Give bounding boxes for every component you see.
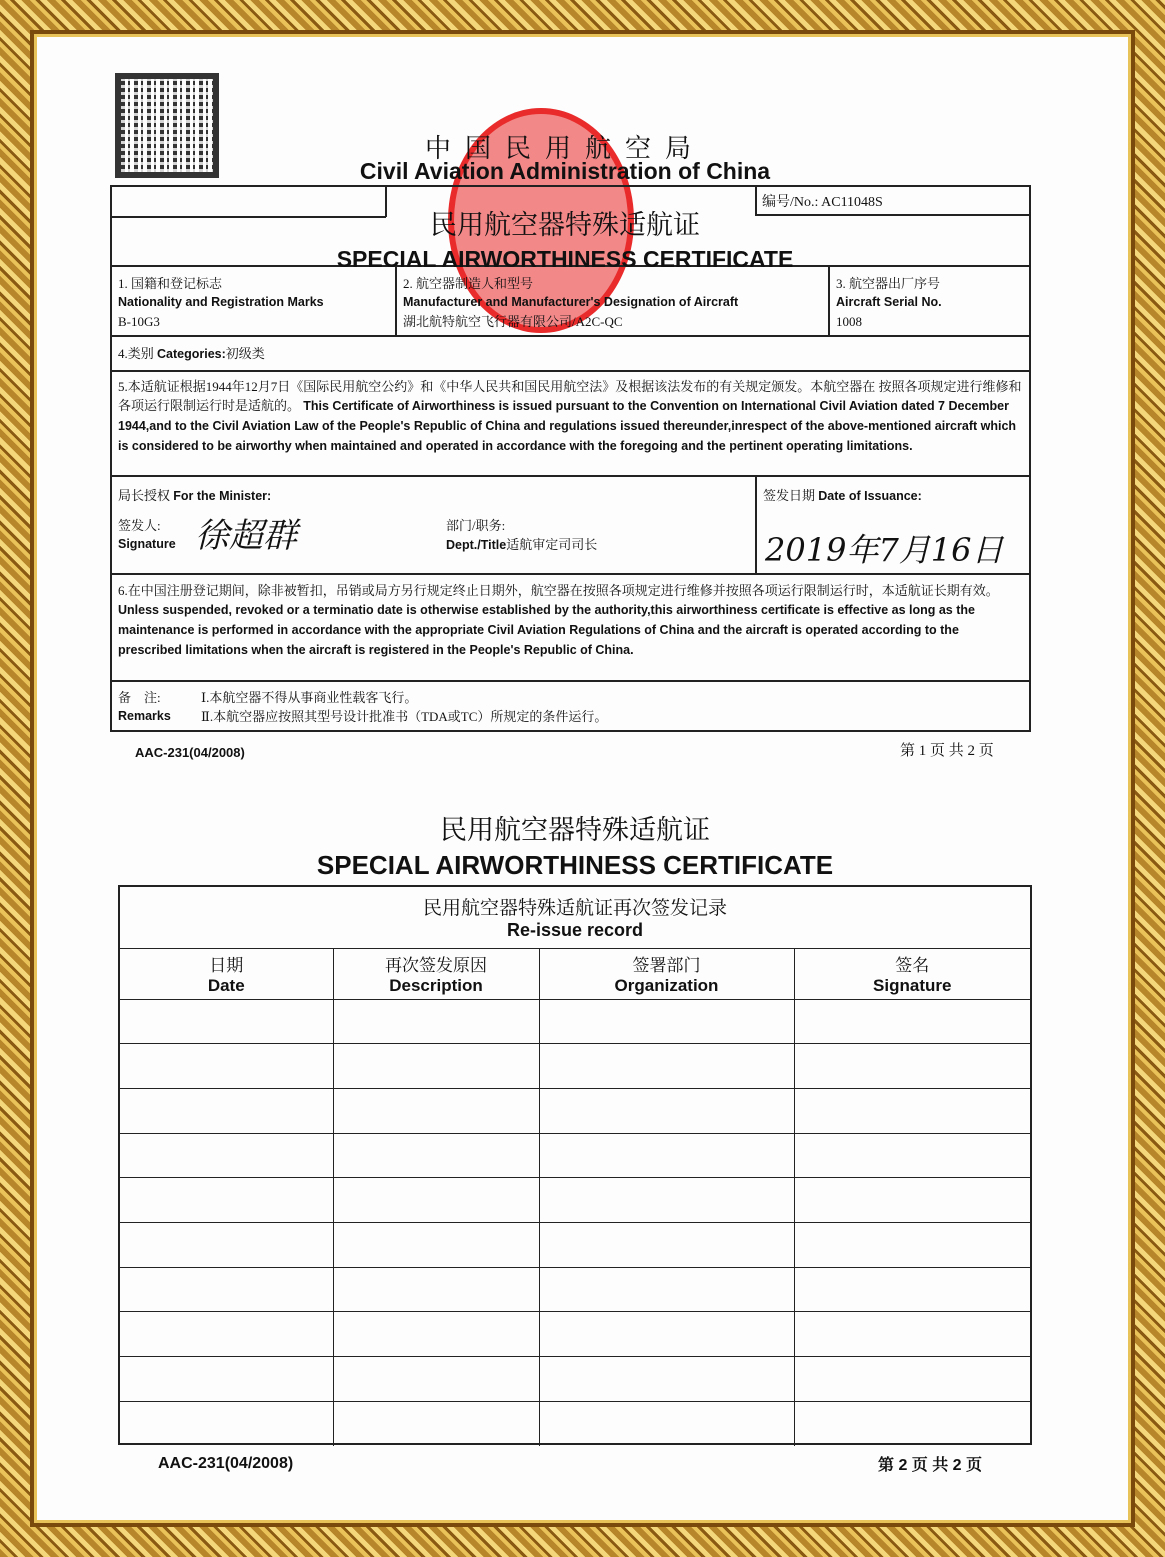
- table-row: [120, 999, 1030, 1044]
- remarks-text: Ⅰ.本航空器不得从事商业性载客飞行。 Ⅱ.本航空器应按照其型号设计批准书（TDA或TC）所规定的条件运行。: [201, 690, 608, 724]
- table-row: [120, 1222, 1030, 1267]
- table-cell: [333, 999, 539, 1044]
- for-the-minister: 局长授权 For the Minister:: [118, 488, 272, 503]
- table-cell: [120, 1088, 333, 1133]
- table-row: [120, 1267, 1030, 1312]
- table-cell: [794, 1133, 1030, 1178]
- table-row: [120, 1044, 1030, 1089]
- page-number-1: 第 1 页 共 2 页: [900, 743, 994, 759]
- table-cell: [794, 1312, 1030, 1357]
- form-code-page2: AAC-231(04/2008): [158, 1455, 294, 1472]
- certificate-number-value: AC11048S: [821, 195, 883, 210]
- table-cell: [539, 1222, 794, 1267]
- field-manufacturer: 2. 航空器制造人和型号 Manufacturer and Manufacturer's Designation of Aircraft 湖北航特航空飞行器有限公司/A2C-QC: [403, 276, 739, 329]
- table-cell: [794, 999, 1030, 1044]
- certificate-title-en: SPECIAL AIRWORTHINESS CERTIFICATE: [336, 246, 794, 272]
- table-cell: [539, 1044, 794, 1089]
- table-cell: [539, 1312, 794, 1357]
- table-cell: [333, 1088, 539, 1133]
- table-cell: [120, 1312, 333, 1357]
- table-cell: [794, 1044, 1030, 1089]
- table-cell: [120, 999, 333, 1044]
- form-code-page1: AAC-231(04/2008): [135, 745, 245, 760]
- column-header-date: 日期 Date: [120, 949, 333, 999]
- table-cell: [333, 1267, 539, 1312]
- dept-title: 部门/职务: Dept./Title适航审定司司长: [446, 518, 598, 552]
- table-row: [120, 1178, 1030, 1223]
- field-category: 4.类别 Categories:初级类: [118, 346, 265, 361]
- field-nationality: 1. 国籍和登记标志 Nationality and Registration Marks B-10G3: [118, 276, 324, 329]
- table-cell: [333, 1312, 539, 1357]
- table-cell: [539, 1088, 794, 1133]
- field-serial: 3. 航空器出厂序号 Aircraft Serial No. 1008: [836, 276, 942, 329]
- table-cell: [794, 1088, 1030, 1133]
- certificate-number: 编号/No.: AC11048S: [762, 195, 883, 210]
- table-cell: [120, 1178, 333, 1223]
- qr-code: [115, 73, 219, 178]
- table-row: [120, 1088, 1030, 1133]
- page2-title-cn: 民用航空器特殊适航证: [440, 815, 710, 845]
- table-cell: [120, 1401, 333, 1446]
- table-cell: [539, 1357, 794, 1402]
- table-cell: [539, 1267, 794, 1312]
- table-cell: [333, 1222, 539, 1267]
- table-cell: [120, 1222, 333, 1267]
- table-cell: [120, 1133, 333, 1178]
- table-cell: [120, 1357, 333, 1402]
- table-cell: [333, 1178, 539, 1223]
- column-header-description: 再次签发原因 Description: [333, 949, 539, 999]
- table-cell: [539, 999, 794, 1044]
- authority-name-en: Civil Aviation Administration of China: [359, 158, 771, 184]
- reissue-record-header: 民用航空器特殊适航证再次签发记录 Re-issue record: [120, 887, 1030, 949]
- column-header-signature: 签名 Signature: [794, 949, 1030, 999]
- clause-6: 6.在中国注册登记期间，除非被暂扣，吊销或局方另行规定终止日期外，航空器在按照各项规定进行维修并按照各项运行限制运行时，本适航证长期有效。 Unless suspended, revoked or a terminatio date is otherwise established by the authority,this airworthiness certificate is effective as long as the maintenance is performed in accordance with the appropriate Civil Aviation Regulations of China and the aircraft is operated according to the prescribed limitations when the aircraft is registered in the People's Republic of China.: [118, 583, 999, 657]
- signature-label: 签发人: Signature: [118, 518, 176, 551]
- table-cell: [539, 1178, 794, 1223]
- table-cell: [794, 1401, 1030, 1446]
- page2-title-en: SPECIAL AIRWORTHINESS CERTIFICATE: [316, 850, 834, 880]
- handwritten-signature: 徐超群: [195, 516, 297, 556]
- table-cell: [333, 1357, 539, 1402]
- table-row: [120, 1357, 1030, 1402]
- table-cell: [794, 1222, 1030, 1267]
- table-cell: [333, 1401, 539, 1446]
- column-header-organization: 签署部门 Organization: [539, 949, 794, 999]
- table-row: [120, 1133, 1030, 1178]
- date-of-issuance-label: 签发日期 Date of Issuance:: [763, 488, 922, 503]
- certificate-title-cn: 民用航空器特殊适航证: [430, 210, 700, 240]
- table-cell: [120, 1044, 333, 1089]
- table-cell: [333, 1044, 539, 1089]
- page-number-2: 第 2 页 共 2 页: [878, 1457, 983, 1474]
- table-row: [120, 1312, 1030, 1357]
- remarks-label: 备 注: Remarks: [118, 690, 171, 723]
- table-cell: [120, 1267, 333, 1312]
- reissue-record-table: [118, 885, 1032, 1445]
- table-cell: [794, 1267, 1030, 1312]
- table-cell: [333, 1133, 539, 1178]
- table-cell: [539, 1401, 794, 1446]
- clause-5: 5.本适航证根据1944年12月7日《国际民用航空公约》和《中华人民共和国民用航空法》及根据该法发布的有关规定颁发。本航空器在 按照各项规定进行维修和各项运行限制运行时是适航的。 This Certificate of Airworthiness is issued pursuant to the Convention on International Civil Aviation dated 7 December 1944,and to the Civil Aviation Law of the People's Republic of China and regulations issued thereunder,inrespect of the above-mentioned aircraft which is considered to be airworthy when maintained and operated in accordance with the foregoing and the pertinent operating limitations.: [118, 379, 1022, 453]
- table-cell: [539, 1133, 794, 1178]
- table-row: [120, 1401, 1030, 1446]
- authority-name-cn: 中国民用航空局: [424, 134, 705, 163]
- table-cell: [794, 1357, 1030, 1402]
- date-of-issuance-value: 2019年7月16日: [765, 531, 1004, 569]
- table-cell: [794, 1178, 1030, 1223]
